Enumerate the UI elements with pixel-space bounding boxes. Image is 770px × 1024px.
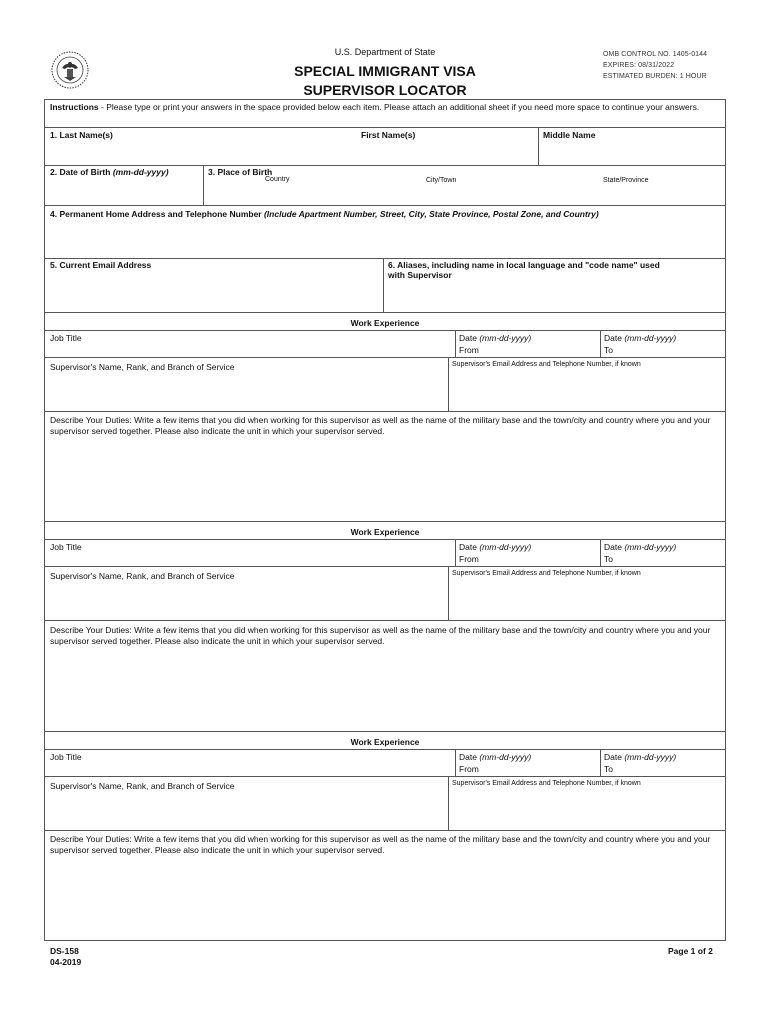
job-title-1-field[interactable]: [46, 344, 452, 356]
supervisor-contact-1-field[interactable]: [451, 373, 724, 409]
divider: [44, 539, 726, 540]
last-first-name-field[interactable]: [46, 142, 534, 162]
to-3-label: To: [604, 764, 613, 774]
divider: [44, 566, 726, 567]
pob-country-label: Country: [265, 176, 290, 183]
divider: [455, 749, 456, 776]
divider: [455, 330, 456, 357]
supervisor-3-field[interactable]: [46, 794, 446, 828]
divider: [44, 205, 726, 206]
divider: [448, 357, 449, 411]
supervisor-2-field[interactable]: [46, 584, 446, 618]
divider: [383, 258, 384, 312]
pob-label: 3. Place of Birth: [208, 167, 273, 177]
supervisor-3-label: Supervisor's Name, Rank, and Branch of Service: [50, 781, 235, 791]
duties-2-field[interactable]: [46, 650, 724, 728]
divider: [538, 127, 539, 165]
divider: [44, 411, 726, 412]
estimated-burden: ESTIMATED BURDEN: 1 HOUR: [603, 73, 707, 80]
divider: [44, 357, 726, 358]
from-1-label: From: [459, 345, 479, 355]
pob-field[interactable]: [206, 188, 724, 203]
duties-1-field[interactable]: [46, 440, 724, 518]
omb-control-number: OMB CONTROL NO. 1405-0144: [603, 51, 708, 58]
date-from-2-label: Date (mm-dd-yyyy): [459, 542, 532, 552]
from-2-label: From: [459, 554, 479, 564]
page-number: Page 1 of 2: [668, 946, 713, 956]
date-to-3-label: Date (mm-dd-yyyy): [604, 752, 677, 762]
to-2-label: To: [604, 554, 613, 564]
last-name-label: 1. Last Name(s): [50, 130, 113, 140]
divider: [44, 330, 726, 331]
divider: [44, 830, 726, 831]
divider: [44, 620, 726, 621]
divider: [44, 127, 726, 128]
dob-field[interactable]: [46, 180, 200, 202]
form-number: DS-158: [50, 946, 79, 956]
supervisor-1-label: Supervisor's Name, Rank, and Branch of Service: [50, 362, 235, 372]
divider: [44, 312, 726, 313]
aliases-label-line-1: 6. Aliases, including name in local language and "code name" used: [388, 260, 660, 270]
job-title-1-label: Job Title: [50, 333, 82, 343]
supervisor-1-field[interactable]: [46, 375, 446, 409]
form-title-line-1: SPECIAL IMMIGRANT VISA: [294, 63, 476, 79]
divider: [44, 749, 726, 750]
job-title-2-label: Job Title: [50, 542, 82, 552]
divider: [455, 539, 456, 566]
job-title-3-field[interactable]: [46, 763, 452, 775]
date-to-2-label: Date (mm-dd-yyyy): [604, 542, 677, 552]
work-experience-3-title: Work Experience: [350, 737, 420, 747]
date-from-1-label: Date (mm-dd-yyyy): [459, 333, 532, 343]
middle-name-field[interactable]: [540, 142, 724, 162]
date-from-3-label: Date (mm-dd-yyyy): [459, 752, 532, 762]
dob-label: 2. Date of Birth (mm-dd-yyyy): [50, 167, 169, 177]
work-experience-2-title: Work Experience: [350, 527, 420, 537]
department-name: U.S. Department of State: [334, 47, 436, 57]
divider: [44, 521, 726, 522]
pob-state-label: State/Province: [603, 177, 649, 184]
supervisor-contact-3-field[interactable]: [451, 792, 724, 828]
supervisor-contact-2-label: Supervisor's Email Address and Telephone Number, if known: [452, 570, 641, 577]
duties-3-label: Describe Your Duties: Write a few items that you did when working for this supervisor as well as the name of the military base and the town/city and country where you and your supervisor served together. Please also indicate the unit in which your supervisor served.: [50, 834, 711, 855]
date-to-1-label: Date (mm-dd-yyyy): [604, 333, 677, 343]
middle-name-label: Middle Name: [543, 130, 596, 140]
expiration-date: EXPIRES: 08/31/2022: [603, 62, 675, 69]
instructions: [50, 102, 715, 113]
instructions-text: - Please type or print your answers in the space provided below each item. Please attach an additional sheet if you need more space to continue your answers.: [98, 102, 700, 112]
divider: [44, 731, 726, 732]
aliases-label-line-2: with Supervisor: [388, 270, 452, 280]
omb-info: [603, 49, 707, 82]
first-name-label: First Name(s): [361, 130, 416, 140]
divider: [600, 539, 601, 566]
divider: [600, 330, 601, 357]
job-title-3-label: Job Title: [50, 752, 82, 762]
divider: [448, 566, 449, 620]
form-title-line-2: SUPERVISOR LOCATOR: [303, 82, 467, 98]
supervisor-2-label: Supervisor's Name, Rank, and Branch of Service: [50, 571, 235, 581]
form-id: [50, 946, 81, 968]
supervisor-contact-3-label: Supervisor's Email Address and Telephone Number, if known: [452, 780, 641, 787]
instructions-label: Instructions: [50, 102, 99, 112]
address-field[interactable]: [46, 222, 724, 255]
supervisor-contact-1-label: Supervisor's Email Address and Telephone Number, if known: [452, 361, 641, 368]
address-label: 4. Permanent Home Address and Telephone Number (Include Apartment Number, Street, City, State Province, Postal Zone, and Country): [50, 209, 599, 219]
divider: [44, 776, 726, 777]
email-label: 5. Current Email Address: [50, 260, 152, 270]
divider: [44, 258, 726, 259]
duties-2-label: Describe Your Duties: Write a few items that you did when working for this supervisor as well as the name of the military base and the town/city and country where you and your supervisor served together. Please also indicate the unit in which your supervisor served.: [50, 625, 711, 646]
divider: [44, 165, 726, 166]
aliases-field[interactable]: [386, 283, 724, 309]
duties-3-field[interactable]: [46, 860, 724, 938]
form-date: 04-2019: [50, 957, 82, 967]
divider: [600, 749, 601, 776]
job-title-2-field[interactable]: [46, 553, 452, 565]
divider: [448, 776, 449, 830]
duties-1-label: Describe Your Duties: Write a few items that you did when working for this supervisor as well as the name of the military base and the town/city and country where you and your supervisor served together. Please also indicate the unit in which your supervisor served.: [50, 415, 711, 436]
to-1-label: To: [604, 345, 613, 355]
pob-city-label: City/Town: [426, 177, 457, 184]
supervisor-contact-2-field[interactable]: [451, 582, 724, 618]
from-3-label: From: [459, 764, 479, 774]
email-field[interactable]: [46, 273, 380, 309]
divider: [203, 165, 204, 205]
work-experience-1-title: Work Experience: [350, 318, 420, 328]
